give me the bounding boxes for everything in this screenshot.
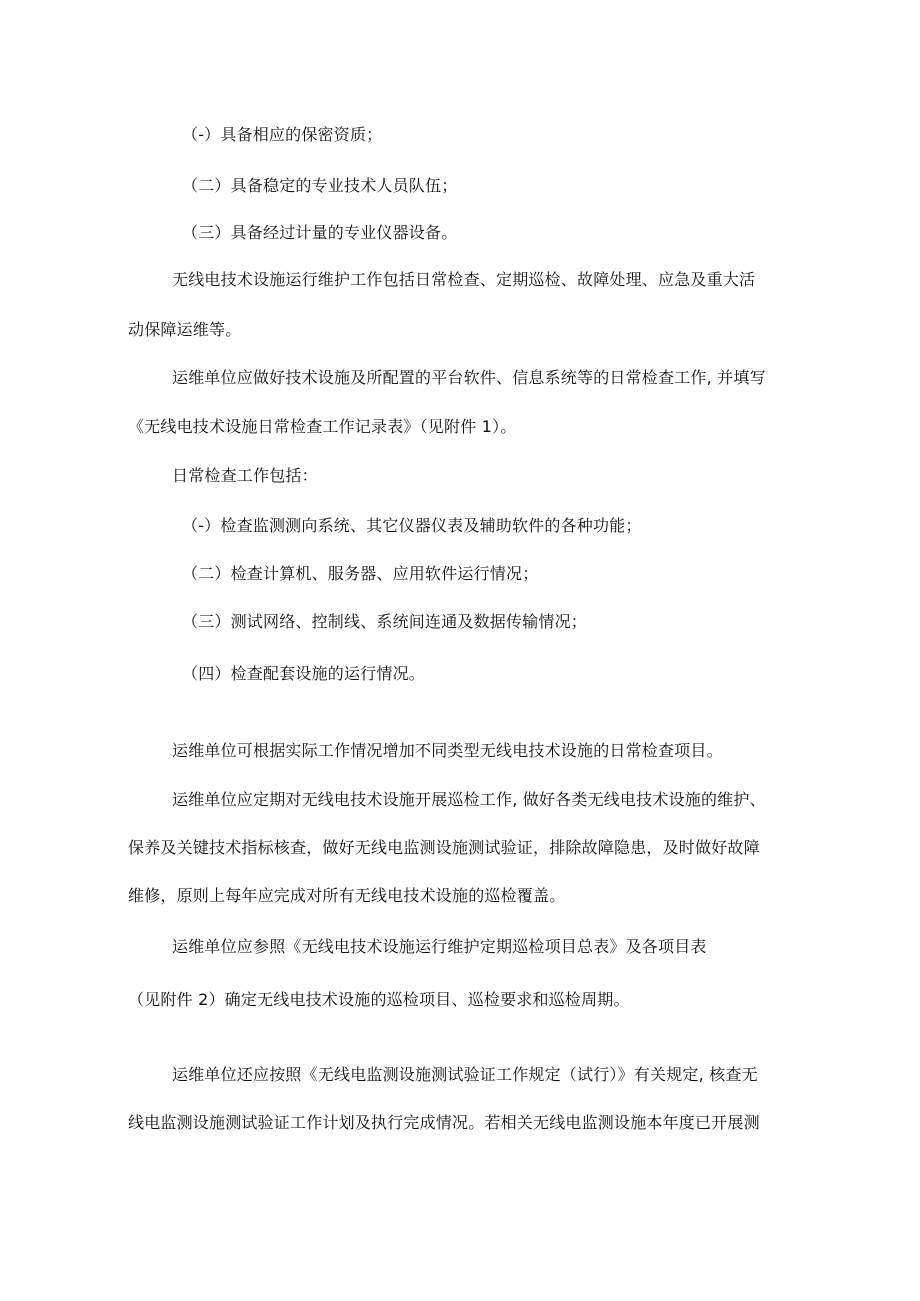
test-verification-line-2: 线电监测设施测试验证工作计划及执行完成情况。若相关无线电监测设施本年度已开展测: [128, 1113, 760, 1132]
requirement-3: （三）具备经过计量的专业仪器设备。: [182, 223, 458, 242]
requirement-1: （-）具备相应的保密资质；: [182, 125, 383, 144]
daily-check-item-2: （二）检查计算机、服务器、应用软件运行情况；: [182, 564, 539, 583]
maintenance-scope-line-2: 动保障运维等。: [128, 320, 242, 339]
daily-check-heading: 日常检查工作包括：: [172, 466, 318, 485]
periodic-inspection-line-2: 保养及关键技术指标核查，做好无线电监测设施测试验证，排除故障隐患，及时做好故障: [128, 838, 760, 857]
daily-check-item-1: （-）检查监测测向系统、其它仪器仪表及辅助软件的各种功能；: [182, 516, 642, 535]
daily-check-record-line-1: 运维单位应做好技术设施及所配置的平台软件、信息系统等的日常检查工作, 并填写: [172, 368, 766, 387]
maintenance-scope-line-1: 无线电技术设施运行维护工作包括日常检查、定期巡检、故障处理、应急及重大活: [172, 270, 756, 289]
inspection-reference-line-1: 运维单位应参照《无线电技术设施运行维护定期巡检项目总表》及各项目表: [172, 937, 707, 956]
daily-check-item-3: （三）测试网络、控制线、系统间连通及数据传输情况；: [182, 612, 588, 631]
periodic-inspection-line-1: 运维单位应定期对无线电技术设施开展巡检工作, 做好各类无线电技术设施的维护、: [172, 790, 766, 809]
additional-items: 运维单位可根据实际工作情况增加不同类型无线电技术设施的日常检查项目。: [172, 741, 723, 760]
periodic-inspection-line-3: 维修，原则上每年应完成对所有无线电技术设施的巡检覆盖。: [128, 886, 566, 905]
test-verification-line-1: 运维单位还应按照《无线电监测设施测试验证工作规定（试行）》有关规定, 核查无: [172, 1065, 758, 1084]
inspection-reference-line-2: （见附件 2）确定无线电技术设施的巡检项目、巡检要求和巡检周期。: [128, 990, 630, 1009]
daily-check-record-line-2: 《无线电技术设施日常检查工作记录表》（见附件 1）。: [128, 417, 517, 436]
requirement-2: （二）具备稳定的专业技术人员队伍；: [182, 176, 458, 195]
daily-check-item-4: （四）检查配套设施的运行情况。: [182, 664, 426, 683]
